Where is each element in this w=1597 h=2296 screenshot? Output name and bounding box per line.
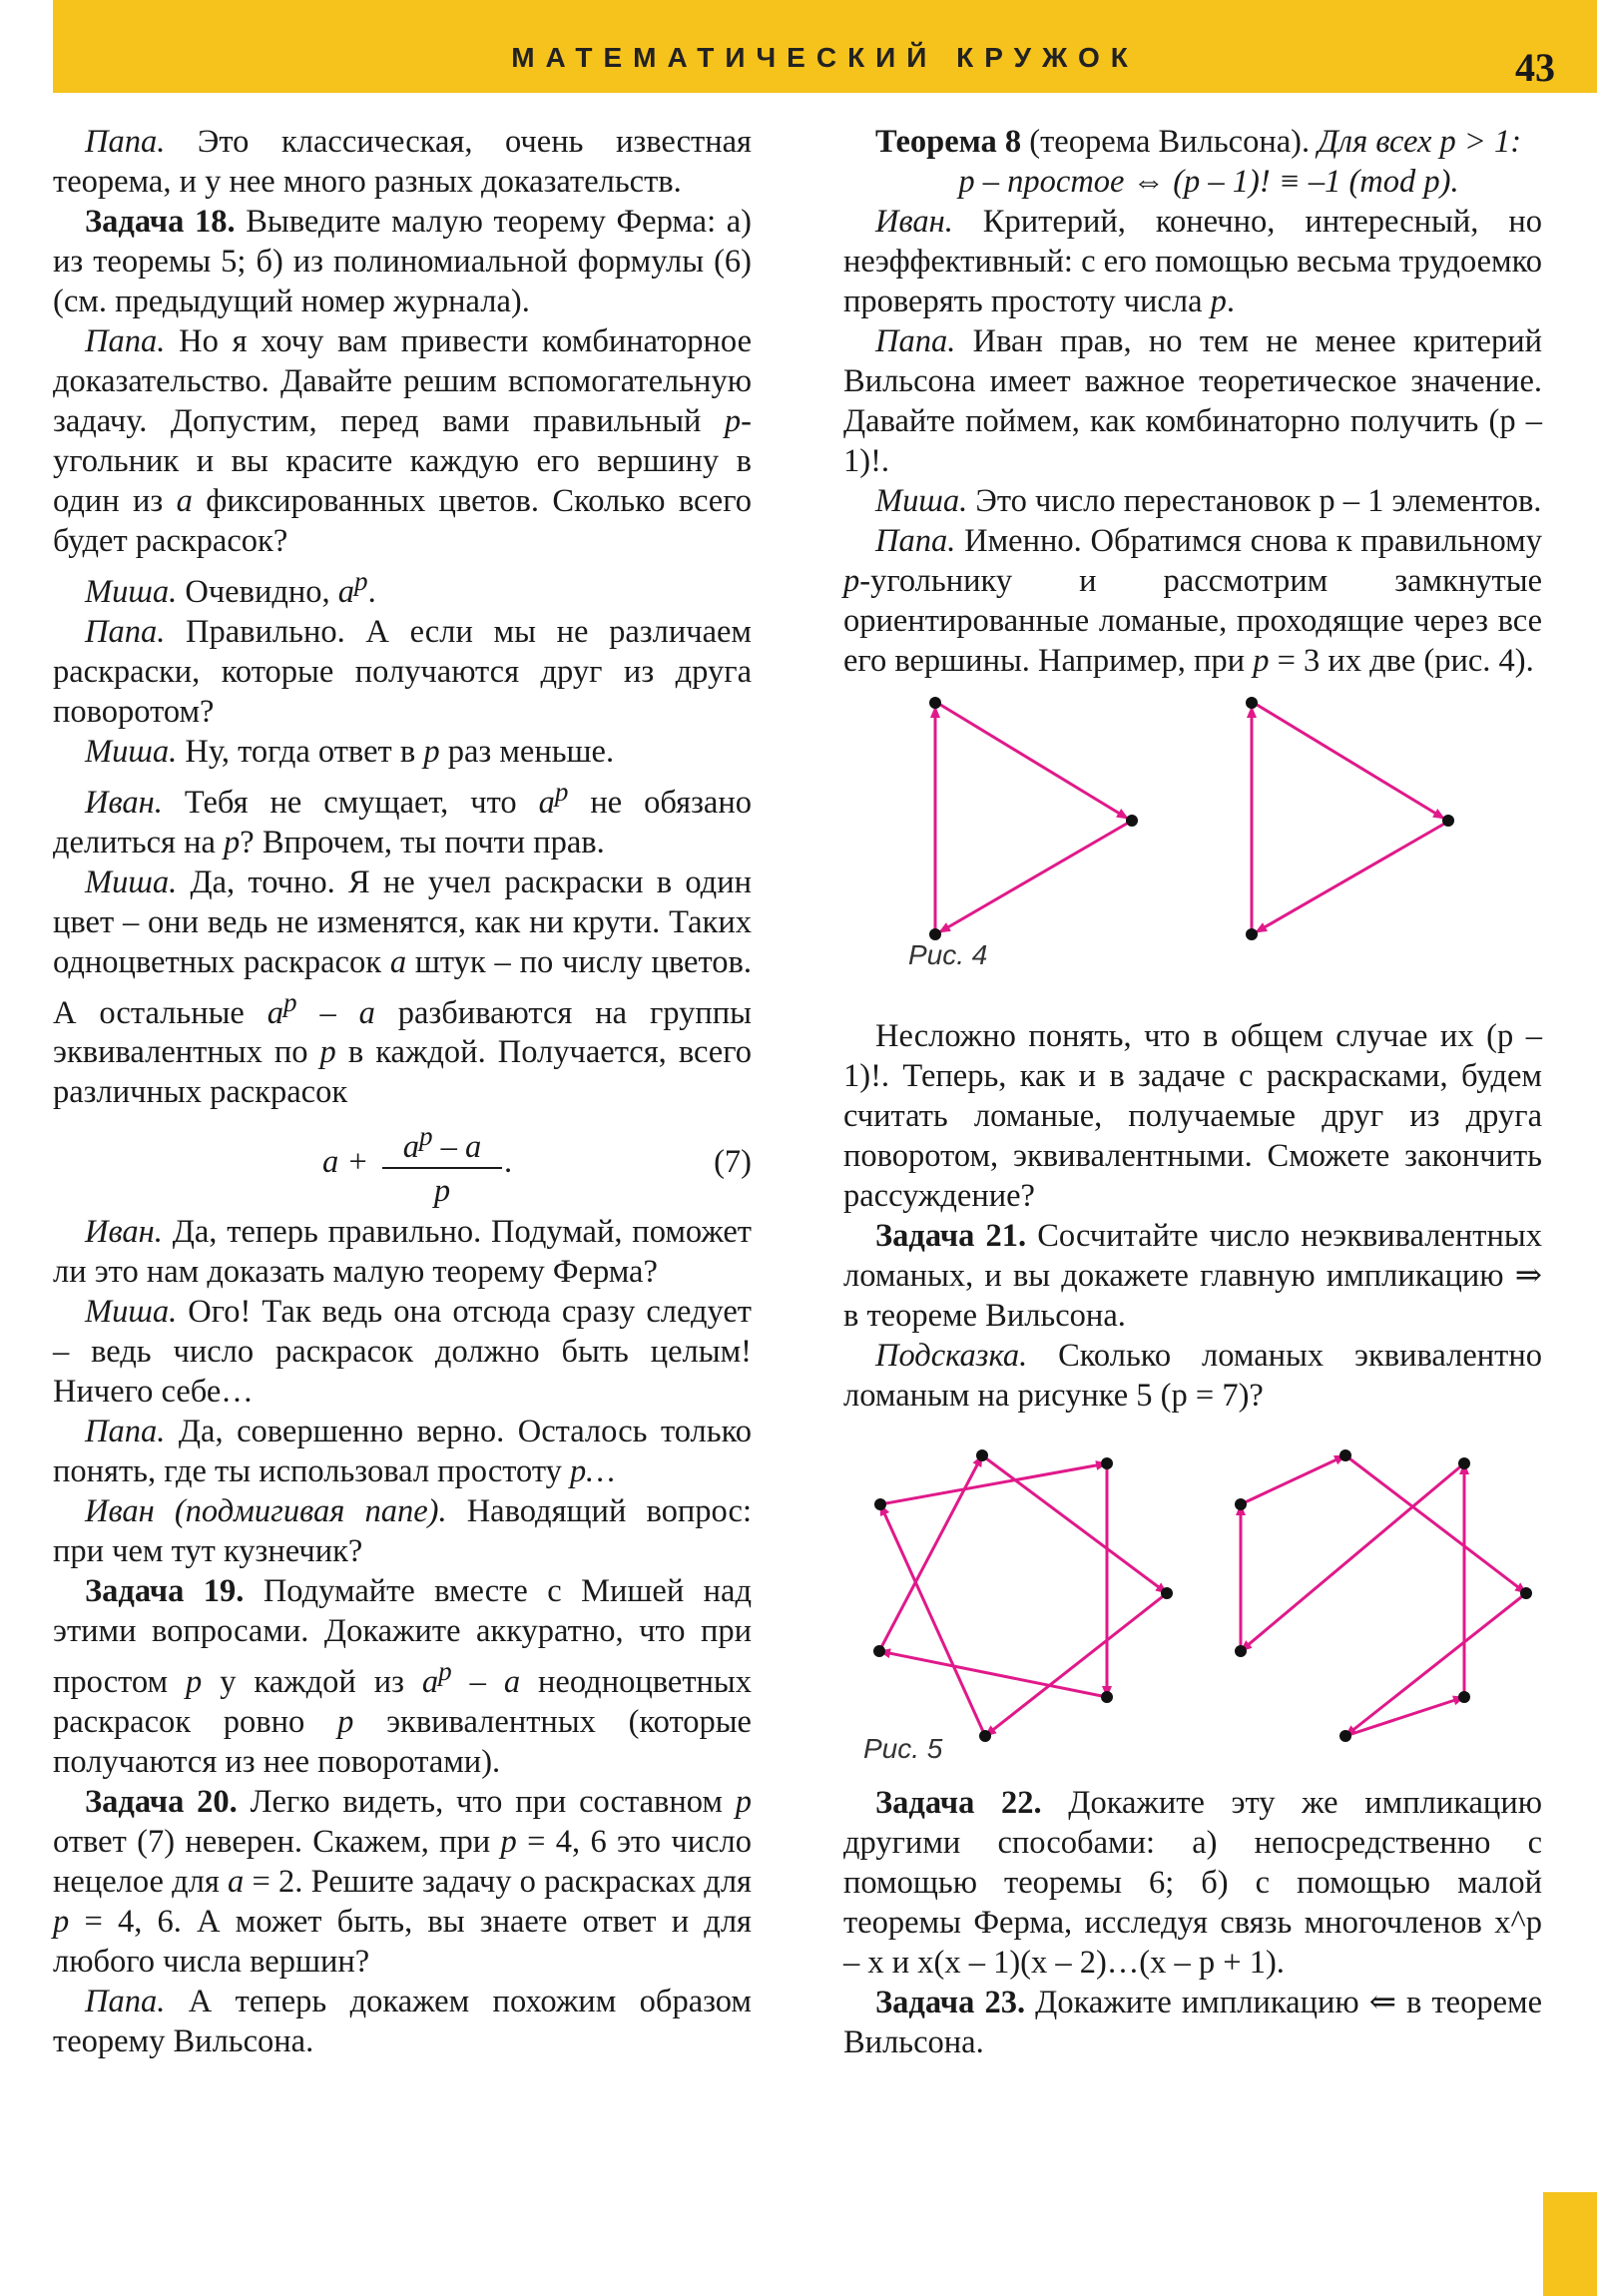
problem-23: Задача 23. Докажите импликацию ⇐ в теореме Вильсона. [843, 1985, 1542, 2060]
figure-4-caption: Рис. 4 [908, 939, 988, 970]
problem-20: Задача 20. Легко видеть, что при составном p ответ (7) неверен. Скажем, при p = 4, 6 это число нецелое для a = 2. Решите задачу о раскрасках для p = 4, 6. А может быть, вы знаете ответ и для любого числа вершин? [53, 1784, 752, 1981]
paragraph: Иван. Критерий, конечно, интересный, но неэффективный: с его помощью весьма трудоемко проверять простоту числа p. [843, 204, 1542, 319]
problem-18: Задача 18. Выведите малую теорему Ферма: а) из теоремы 5; б) из полиномиальной формулы (6) (см. предыдущий номер журнала). [53, 204, 752, 319]
formula-7: a + $\frac{a^p - a}{p}$ . (7) [53, 1116, 752, 1208]
fraction: $\frac{a^p - a}{p}$ [382, 1116, 502, 1213]
problem-21: Задача 21. Сосчитайте число неэквивалентных ломаных, и вы докажете главную импликацию ⇒ в теореме Вильсона. [843, 1218, 1542, 1334]
paragraph: Миша. Да, точно. Я не учел раскраски в один цвет – они ведь не изменятся, как ни крути. Таких одноцветных раскрасок a штук – по числу цветов. А остальные $a^p$ – a разбиваются на группы эквивалентных по p в каждой. Получается, всего различных раскрасок [53, 863, 752, 1111]
paragraph: Иван. Тебя не смущает, что $a^p$ не обязано делиться на p? Впрочем, ты почти прав. [53, 776, 752, 861]
paragraph: Папа. Именно. Обратимся снова к правильному p-угольнику и рассмотрим замкнутые ориентированные ломаные, проходящие через все его вершины. Например, при p = 3 их две (рис. 4). [843, 523, 1542, 679]
right-column [843, 122, 1542, 2062]
wilson-formula: p – простое ⇔ (p – 1)! ≡ –1 (mod p). [958, 164, 1459, 200]
problem-19: Задача 19. Подумайте вместе с Мишей над этими вопросами. Докажите аккуратно, что при простом p у каждой из $a^p$ – a неодноцветных раскрасок ровно p эквивалентных (которые получаются из нее поворотами). [53, 1573, 752, 1781]
paragraph: Папа. Правильно. А если мы не различаем раскраски, которые получаются друг из друга поворотом? [53, 613, 752, 730]
paragraph: Иван. Да, теперь правильно. Подумай, поможет ли это нам доказать малую теорему Ферма? [53, 1214, 752, 1291]
paragraph: Иван (подмигивая папе). Наводящий вопрос: при чем тут кузнечик? [53, 1493, 752, 1570]
header-bar [53, 0, 1597, 93]
paragraph: Папа. Да, совершенно верно. Осталось только понять, где ты использовал простоту p… [53, 1414, 752, 1490]
paragraph: Несложно понять, что в общем случае их (p – 1)!. Теперь, как и в задаче с раскрасками, будем считать ломаные, получаемые друг из друга поворотом, эквивалентными. Сможете закончить рассуждение? [843, 1018, 1542, 1214]
figure-5-caption: Рис. 5 [863, 1733, 943, 1764]
left-column [53, 122, 752, 2061]
hint: Подсказка. Сколько ломаных эквивалентно ломаным на рисунке 5 (p = 7)? [843, 1338, 1542, 1414]
problem-22: Задача 22. Докажите эту же импликацию другими способами: а) непосредственно с помощью теоремы 6; б) с помощью малой теоремы Ферма, исследуя связь многочленов x^p – x и x(x – 1)(x – 2)…(x – p + 1). [843, 1785, 1542, 1981]
paragraph: Миша. Ну, тогда ответ в p раз меньше. [85, 733, 615, 770]
paragraph: Миша. Ого! Так ведь она отсюда сразу следует – ведь число раскрасок должно быть целым! Ничего себе… [53, 1294, 752, 1411]
paragraph: Папа. Это классическая, очень известная теорема, и у нее много разных доказательств. [53, 124, 752, 200]
paragraph: Папа. Иван прав, но тем не менее критерий Вильсона имеет важное теоретическое значение. Давайте поймем, как комбинаторно получить (p – 1)!. [843, 323, 1542, 479]
figure-4 [843, 681, 1542, 1010]
paragraph: Миша. Очевидно, $a^p$. [85, 566, 376, 610]
corner-tab [1543, 2192, 1597, 2296]
figure-5 [843, 1416, 1542, 1775]
paragraph: Папа. Но я хочу вам привести комбинаторное доказательство. Давайте решим вспомогательную задачу. Допустим, перед вами правильный p-угольник и вы красите каждую его вершину в один из a фиксированных цветов. Сколько всего будет раскрасок? [53, 323, 752, 559]
page-number: 43 [1515, 45, 1555, 90]
theorem-8: Теорема 8 (теорема Вильсона). Для всех p > 1: [875, 124, 1522, 160]
paragraph: Миша. Это число перестановок p – 1 элементов. [875, 483, 1542, 519]
figure-5-drawing [843, 1416, 1542, 1775]
equation-number: (7) [714, 1144, 752, 1181]
paragraph: Папа. А теперь докажем похожим образом теорему Вильсона. [53, 1984, 752, 2060]
section-title: МАТЕМАТИЧЕСКИЙ КРУЖОК [511, 42, 1139, 73]
